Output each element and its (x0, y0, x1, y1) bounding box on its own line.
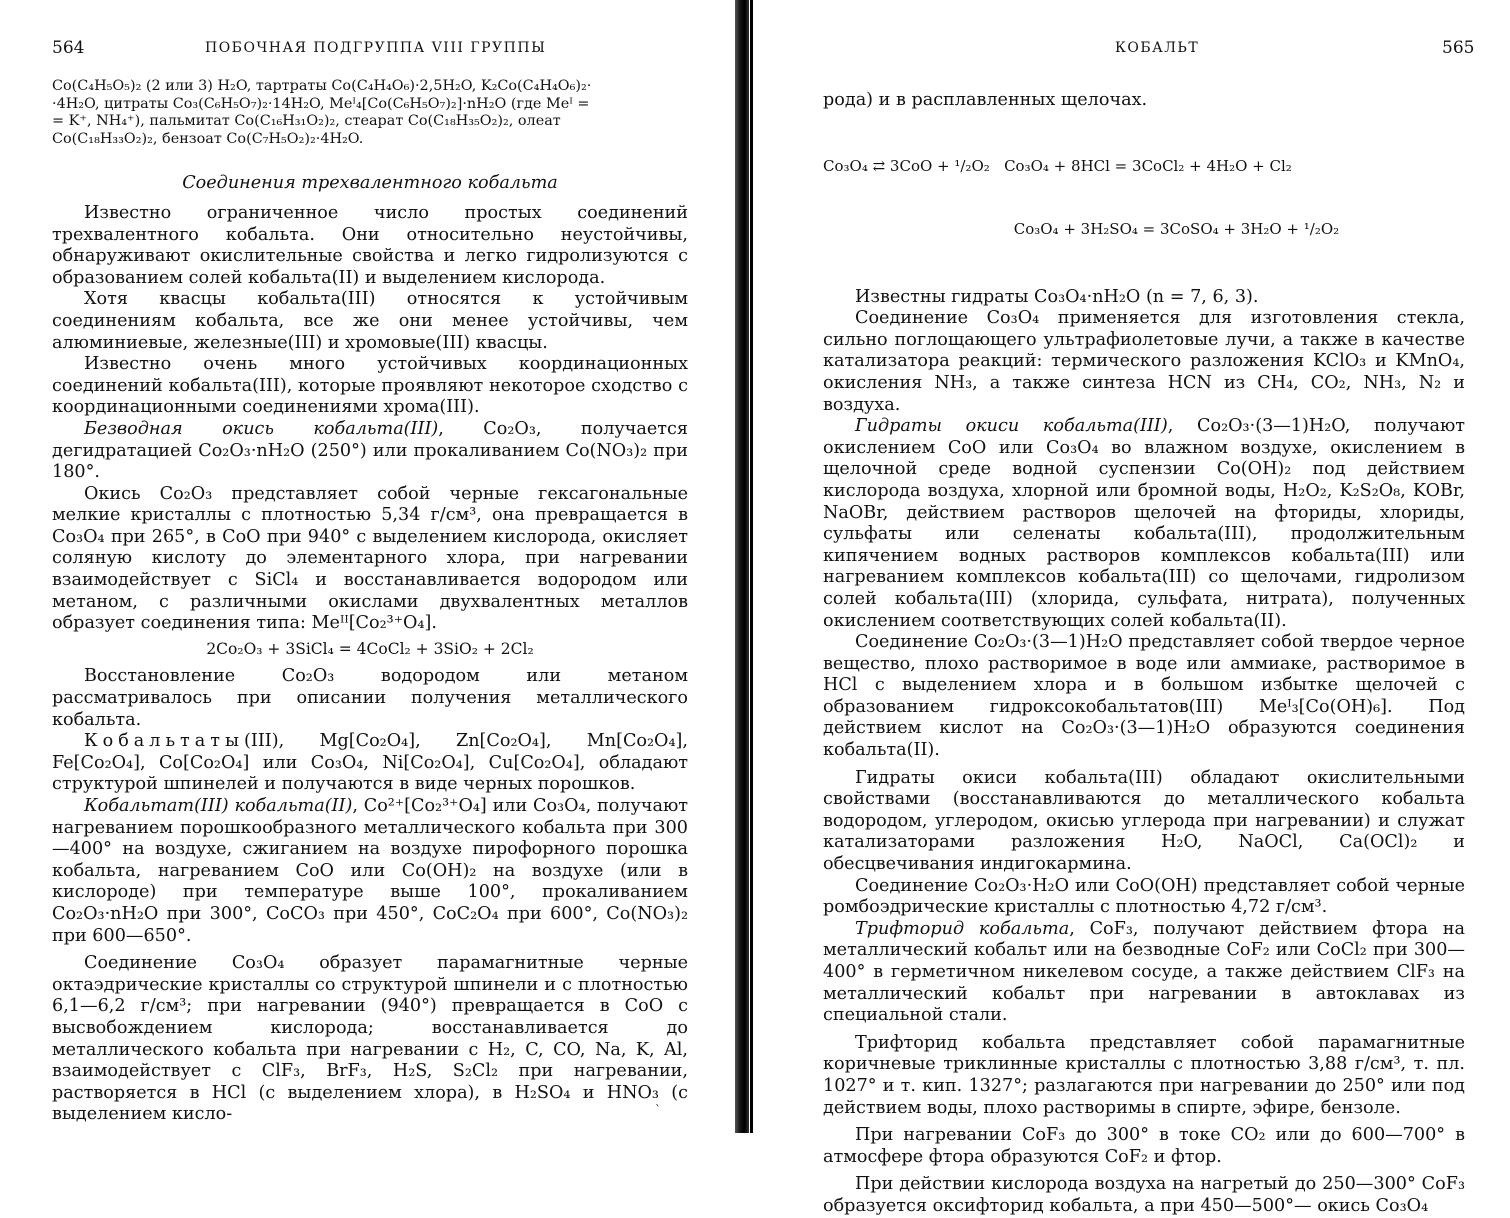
paragraph: Соединение Co₃O₄ образует парамагнитные черные октаэдрические кристаллы со структурой шпинели и с плотностью 6,1—6,2 г/см³; при нагревании (940°) превращается в CoO с высвобождением кислорода; восстанавливается до металлического кобальта при нагревании с H₂, C, CO, Na, K, Al, взаимодействует с ClF₃, BrF₃, H₂S, S₂Cl₂ при нагревании, растворяется в HCl (с выделением хлора), в H₂SO₄ и HNO₃ (с выделением кисло- (52, 953, 688, 1125)
book-gutter (735, 0, 749, 1133)
paragraph: Восстановление Co₂O₃ водородом или метаном рассматривалось при описании получения металлического кобальта. (52, 666, 688, 730)
paragraph: Известны гидраты Co₃O₄·nH₂O (n = 7, 6, 3). (855, 286, 1259, 307)
right-text-column (823, 90, 1465, 1218)
paragraph (52, 731, 688, 796)
equation: 2Co₂O₃ + 3SiCl₄ = 4CoCl₂ + 3SiO₂ + 2Cl₂ (206, 639, 534, 658)
section-title: Соединения трехвалентного кобальта (182, 173, 558, 194)
paragraph: При нагревании CoF₃ до 300° в токе CO₂ или до 600—700° в атмосфере фтора образуются CoF₂ и фтор. (823, 1125, 1465, 1167)
paragraph-text: , Co₂O₃, получается дегидратацией Co₂O₃·nH₂O (250°) или прокаливанием Co(NO₃)₂ при 180°. (52, 418, 688, 483)
paragraph: Известно очень много устойчивых координационных соединений кобальта(III), которые проявляют некоторое сходство с координационными соединениями хрома(III). (52, 354, 688, 418)
paragraph: Известно ограниченное число простых соединений трехвалентного кобальта. Они относительно неустойчивы, обнаруживают окислительные свойства и легко гидролизуются с образованием солей кобальта(II) и выделением кислорода. (52, 202, 688, 288)
paragraph: Гидраты окиси кобальта(III) обладают окислительными свойствами (восстанавливаются до металлического кобальта водородом, углеродом, окисью углерода при нагревании) и служат катализаторами разложения H₂O, NaOCl, Ca(OCl)₂ и обесцвечивания индигокармина. (823, 767, 1465, 875)
paragraph-text: , CoF₃, получают действием фтора на металлический кобальт или на безводные CoF₂ или CoCl₂ при 300—400° в герметичном никелевом сосуде, а также действием ClF₃ на металлический кобальт при нагревании в автоклавах из специальной стали. (823, 918, 1465, 1026)
intro-line: = K⁺, NH₄⁺), пальмитат Co(C₁₆H₃₁O₂)₂, стеарат Co(C₁₈H₃₅O₂)₂, олеат (52, 113, 561, 130)
paragraph: Соединение Co₂O₃·H₂O или CoO(OH) представляет собой черные ромбоэдрические кристаллы с плотностью 4,72 г/см³. (823, 875, 1465, 918)
equation-block (823, 114, 1465, 282)
intro-line: Co(C₁₈H₃₃O₂)₂, бензоат Co(C₇H₅O₂)₂·4H₂O. (52, 130, 364, 147)
italic-term: Трифторид кобальта (855, 918, 1070, 939)
stray-mark: ˋ (655, 1103, 661, 1117)
paragraph: Трифторид кобальта представляет собой парамагнитные коричневые триклинные кристаллы с плотностью 3,88 г/см³, т. пл. 1027° и т. кип. 1327°; разлагаются при нагревании до 250° или под действием воды, плохо растворимы в спирте, эфире, бензоле. (823, 1032, 1465, 1118)
italic-term: Гидраты окиси кобальта(III) (855, 416, 1168, 437)
equation: Co₃O₄ ⇄ 3CoO + ¹/₂O₂ Co₃O₄ + 8HCl = 3CoCl₂ + 4H₂O + Cl₂ (823, 156, 1292, 175)
intro-block (52, 78, 688, 148)
intro-line: ·4H₂O, цитраты Co₃(C₆H₅O₇)₂·14H₂O, Meᴵ₄[Co(C₆H₅O₇)₂]·nH₂O (где Meᴵ = (52, 95, 590, 112)
running-header: КОБАЛЬТ (1115, 40, 1200, 56)
page-number: 565 (1442, 38, 1475, 58)
paragraph (823, 416, 1465, 632)
paragraph: Соединение Co₃O₄ применяется для изготовления стекла, сильно поглощающего ультрафиолетовые лучи, а также в качестве катализатора реакций: термического разложения KClO₃ и KMnO₄, окисления NH₃, а также синтеза HCN из CH₄, CO₂, NH₃, N₂ и воздуха. (823, 308, 1465, 415)
paragraph: При действии кислорода воздуха на нагретый до 250—300° CoF₃ образуется оксифторид кобальта, а при 450—500°— окись Co₃O₄ (823, 1174, 1465, 1216)
left-page (0, 0, 740, 1133)
left-text-column (52, 78, 688, 1126)
paragraph (823, 919, 1465, 1027)
italic-term: Кобальтат(III) кобальта(II) (84, 796, 353, 816)
paragraph: Окись Co₂O₃ представляет собой черные гексагональные мелкие кристаллы с плотностью 5,34 г/см³, она превращается в Co₃O₄ при 265°, в CoO при 940° с выделением кислорода, окисляет соляную кислоту до элементарного хлора, при нагревании взаимодействует с SiCl₄ и восстанавливается водородом или метаном, с различными окислами двухвалентных металлов образует соединения типа: Meᴵᴵ[Co₂³⁺O₄]. (52, 483, 688, 634)
paragraph: Хотя квасцы кобальта(III) относятся к устойчивым соединениям кобальта, все же они менее устойчивы, чем алюминиевые, железные(III) и хромовые(III) квасцы. (52, 289, 688, 353)
paragraph-text: , Co²⁺[Co₂³⁺O₄] или Co₃O₄, получают нагреванием порошкообразного металлического кобальта при 300—400° на воздухе, сжиганием на воздухе пирофорного порошка кобальта, нагреванием CoO или Co(OH)₂ на воздухе (или в кислороде) при температуре выше 100°, прокаливанием Co₂O₃·nH₂O при 300°, CoCO₃ при 450°, CoC₂O₄ при 600°, Co(NO₃)₂ при 600—650°. (52, 796, 688, 946)
equation: Co₃O₄ + 3H₂SO₄ = 3CoSO₄ + 3H₂O + ¹/₂O₂ (823, 219, 1340, 238)
page-number: 564 (52, 38, 85, 58)
italic-term: Безводная окись кобальта(III) (84, 418, 439, 439)
running-header: ПОБОЧНАЯ ПОДГРУППА VIII ГРУППЫ (205, 40, 547, 56)
intro-line: Co(C₄H₅O₅)₂ (2 или 3) H₂O, тартраты Co(C₄H₄O₆)·2,5H₂O, K₂Co(C₄H₄O₆)₂· (52, 78, 592, 94)
paragraph-text: , Co₂O₃·(3—1)H₂O, получают окислением CoO или Co₃O₄ во влажном воздухе, окислением в щелочной среде водной суспензии Co(OH)₂ под действием кислорода воздуха, хлорной или бромной воды, H₂O₂, K₂S₂O₈, KOBr, NaOBr, действием растворов щелочей на фториды, хлориды, сульфаты или селенаты кобальта(III), продолжительным кипячением водных растворов комплексов кобальта(III) или нагреванием комплексов кобальта(III) со щелочами, гидролизом солей кобальта(III) (хлорида, сульфата, нитрата), полученных окислением соответствующих солей кобальта(II). (823, 416, 1465, 631)
book-gutter-edge (750, 0, 753, 1133)
paragraph: Соединение Co₂O₃·(3—1)H₂O представляет собой твердое черное вещество, плохо растворимое в воде или аммиаке, растворимое в HCl с выделением хлора и в большом избытке щелочей с образованием гидроксокобальтатов(III) Meᴵ₃[Co(OH)₆]. Под действием кислот на Co₂O₃·(3—1)H₂O образуются соединения кобальта(II). (823, 632, 1465, 761)
spaced-term: Кобальтаты (84, 731, 245, 752)
paragraph: рода) и в расплавленных щелочах. (823, 90, 1148, 110)
paragraph-text: (III), Mg[Co₂O₄], Zn[Co₂O₄], Mn[Co₂O₄], Fe[Co₂O₄], Co[Co₂O₄] или Co₃O₄, Ni[Co₂O₄], Cu[Co₂O₄], обладают структурой шпинелей и получаются в виде черных порошков. (52, 731, 688, 795)
paragraph (52, 796, 688, 947)
paragraph (52, 419, 688, 484)
right-page (765, 0, 1510, 1216)
